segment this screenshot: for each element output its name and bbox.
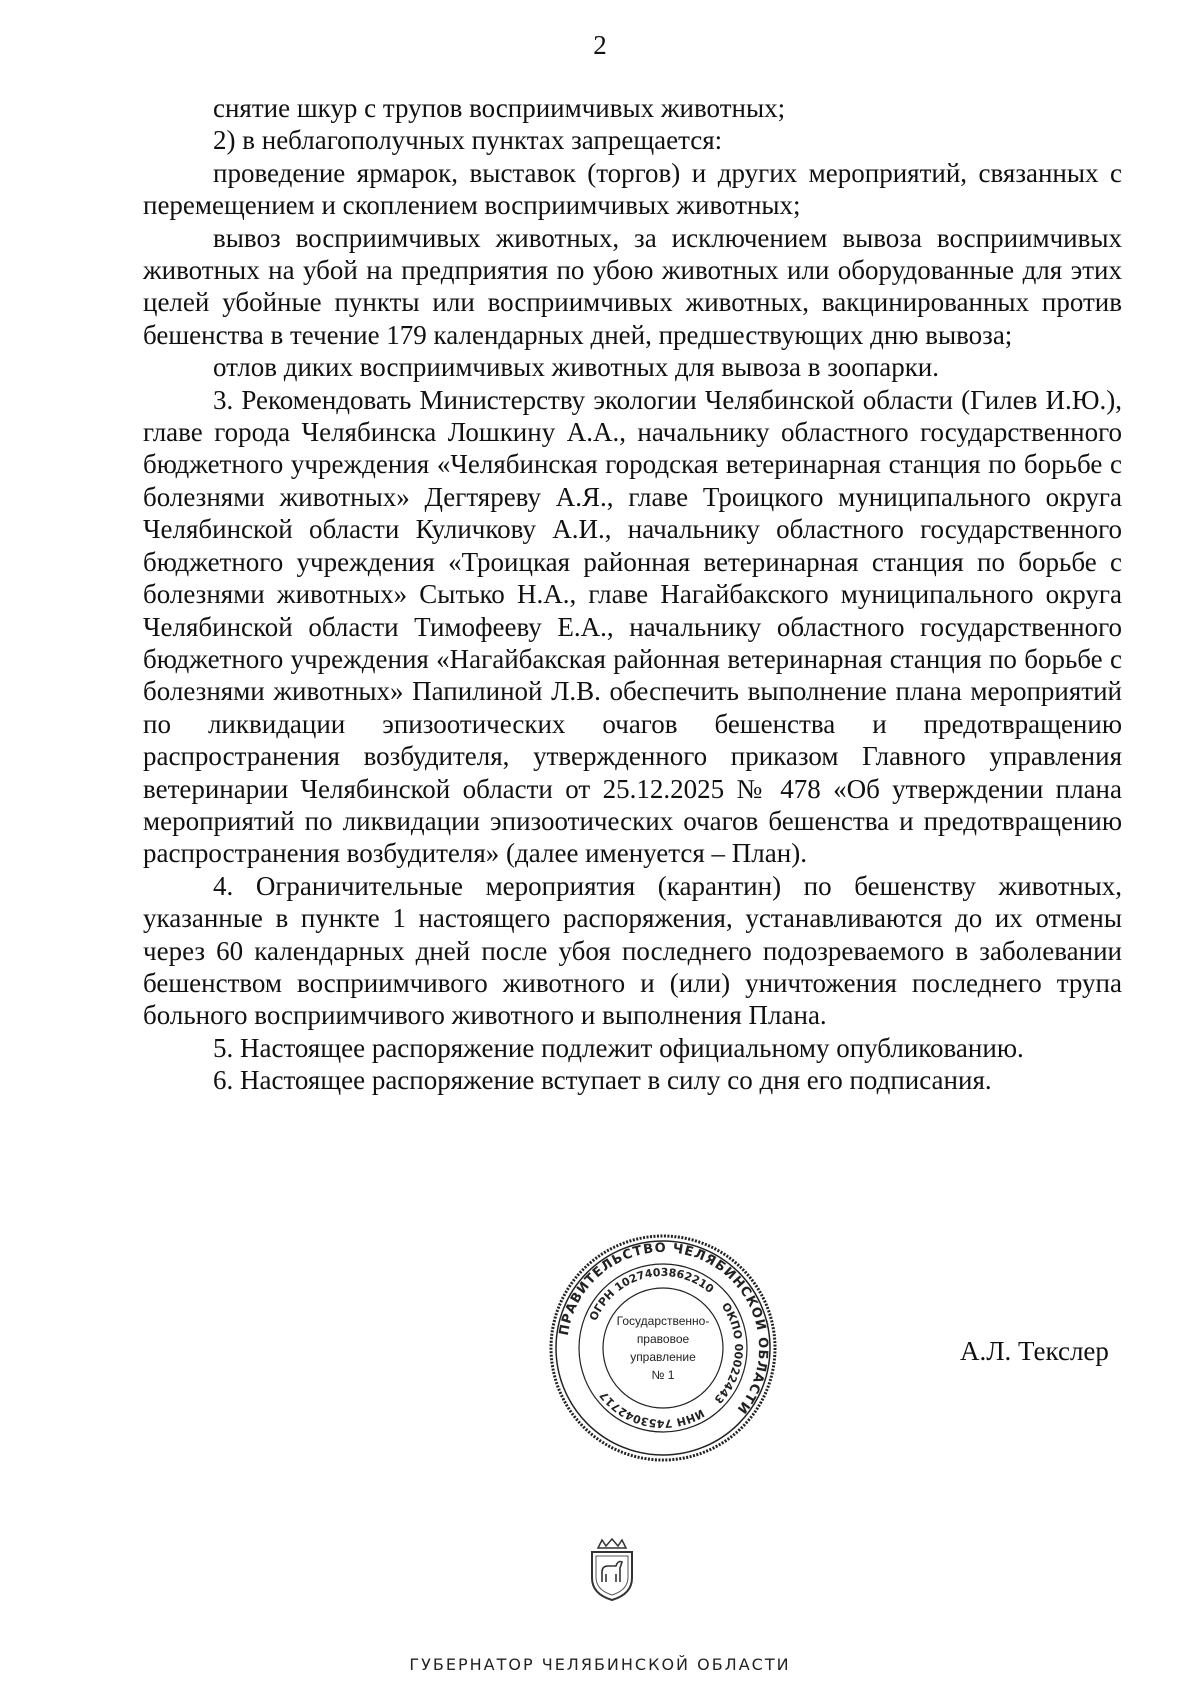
page-number: 2 [593, 30, 607, 60]
stamp-outer-text: ПРАВИТЕЛЬСТВО ЧЕЛЯБИНСКОЙ ОБЛАСТИ [556, 1240, 771, 1417]
stamp-center-line: № 1 [651, 1368, 675, 1382]
svg-text:ОКПО 00022443 [711, 1300, 745, 1406]
paragraph: вывоз восприимчивых животных, за исключением вывоза восприимчивых животных на убой на предприятия по убою животных или оборудованные для этих целей убойные пункты или восприимчивых животных, вакцинированных против бешенства в течение 179 календарных дней, предшествующих дню вывоза; [143, 222, 1122, 350]
stamp-center-line: правовое [636, 1332, 690, 1346]
signature-name: А.Л. Текслер [960, 1336, 1109, 1366]
document-body [143, 92, 1122, 1097]
coat-of-arms-icon [584, 1538, 640, 1602]
paragraph: 5. Настоящее распоряжение подлежит официальному опубликованию. [213, 1032, 1024, 1063]
svg-text:ИНН 7453042717 [597, 1389, 706, 1430]
paragraph: 6. Настоящее распоряжение вступает в силу со дня его подписания. [213, 1065, 992, 1096]
paragraph: 2) в неблагополучных пунктах запрещается: [213, 125, 723, 156]
paragraph: 3. Рекомендовать Министерству экологии Челябинской области (Гилев И.Ю.), главе города Челябинска Лошкину А.А., начальнику областного государственного бюджетного учреждения «Челябинская городская ветеринарная станция по борьбе с болезнями животных» Дегтяреву А.Я., главе Троицкого муниципального округа Челябинской области Куличкову А.И., начальнику областного государственного бюджетного учреждения «Троицкая районная ветеринарная станция по борьбе с болезнями животных» Сытько Н.А., главе Нагайбакского муниципального округа Челябинской области Тимофееву Е.А., начальнику областного государственного бюджетного учреждения «Нагайбакская районная ветеринарная станция по борьбе с болезнями животных» Папилиной Л.В. обеспечить выполнение плана мероприятий по ликвидации эпизоотических очагов бешенства и предотвращению распространения возбудителя, утвержденного приказом Главного управления ветеринарии Челябинской области от 25.12.2025 № 478 «Об утверждении плана мероприятий по ликвидации эпизоотических очагов бешенства и предотвращению распространения возбудителя» (далее именуется – План). [143, 384, 1122, 869]
footer-title: ГУБЕРНАТОР ЧЕЛЯБИНСКОЙ ОБЛАСТИ [409, 1655, 791, 1674]
paragraph: отлов диких восприимчивых животных для вывоза в зоопарки. [213, 352, 940, 383]
paragraph: проведение ярмарок, выставок (торгов) и других мероприятий, связанных с перемещением и скоплением восприимчивых животных; [143, 157, 1122, 221]
stamp-inn: ИНН 7453042717 [597, 1388, 707, 1431]
stamp-okpo: ОКПО 00022443 [711, 1300, 746, 1406]
paragraph: 4. Ограничительные мероприятия (карантин) по бешенству животных, указанные в пункте 1 настоящего распоряжения, устанавливаются до их отмены через 60 календарных дней после убоя последнего подозреваемого в заболевании бешенством восприимчивого животного и (или) уничтожения последнего трупа больного восприимчивого животного и выполнения Плана. [143, 870, 1122, 1031]
stamp-center-line: Государственно- [616, 1314, 710, 1328]
stamp-ogrn: ОГРН 1027403862210 [586, 1265, 717, 1323]
official-stamp [548, 1233, 778, 1463]
paragraph: снятие шкур с трупов восприимчивых животных; [213, 93, 786, 123]
stamp-center-line: управление [630, 1350, 696, 1364]
